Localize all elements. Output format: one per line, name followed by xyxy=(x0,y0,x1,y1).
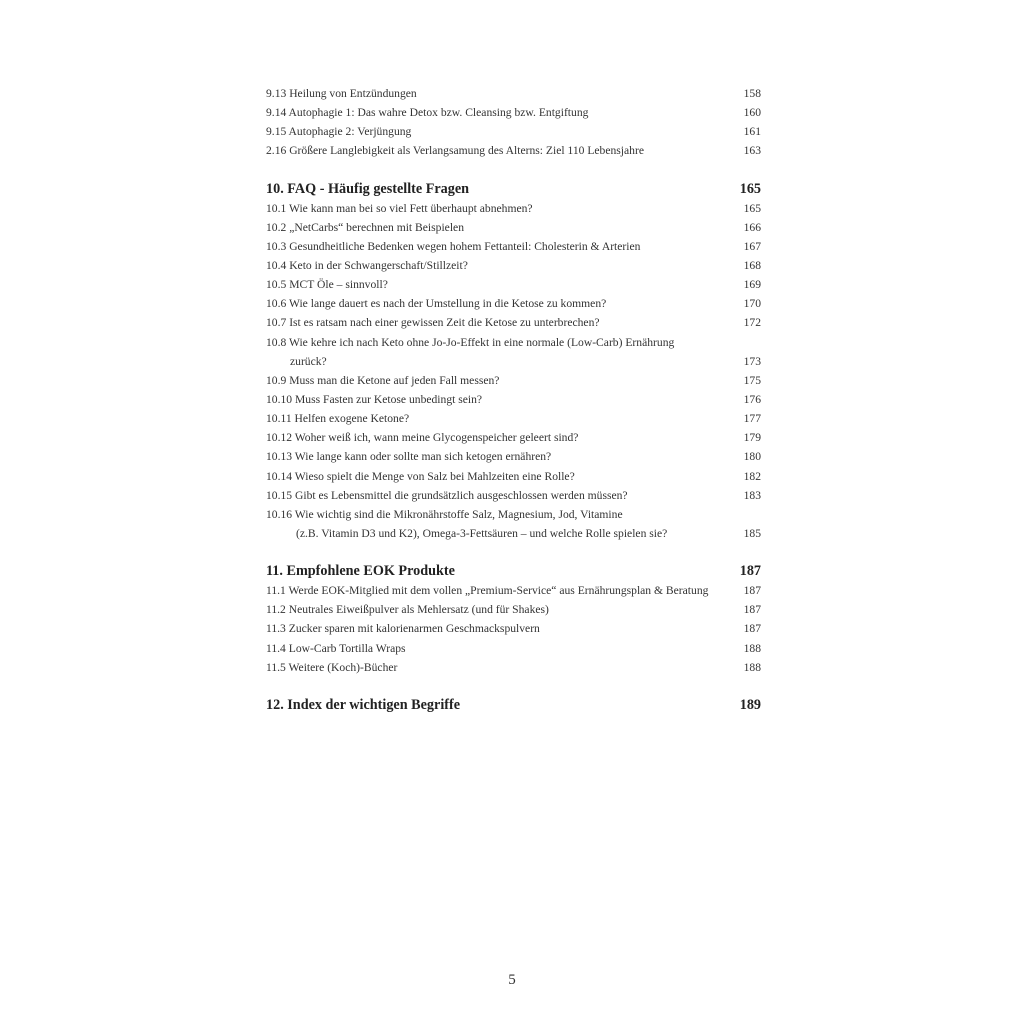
table-of-contents xyxy=(266,84,761,715)
toc-entry-page: 168 xyxy=(743,258,761,272)
toc-entry-title: 10.9 Muss man die Ketone auf jeden Fall messen? xyxy=(266,373,500,387)
toc-entry[interactable] xyxy=(266,84,761,103)
toc-entry-page: 187 xyxy=(743,584,761,598)
toc-entry-multiline[interactable] xyxy=(266,333,761,352)
toc-entry[interactable] xyxy=(266,486,761,505)
toc-entry-title: 10.13 Wie lange kann oder sollte man sich ketogen ernähren? xyxy=(266,450,552,464)
toc-entry-title: 11.3 Zucker sparen mit kalorienarmen Geschmackspulvern xyxy=(266,622,540,636)
toc-entry-page: 188 xyxy=(743,641,761,655)
toc-entry-page: 169 xyxy=(743,278,761,292)
toc-entry-continuation[interactable] xyxy=(266,524,761,543)
toc-entry-title: 10.10 Muss Fasten zur Ketose unbedingt sein? xyxy=(266,392,483,406)
toc-entry-title: 10.2 „NetCarbs“ berechnen mit Beispielen xyxy=(266,220,464,234)
toc-entry-title: 10.4 Keto in der Schwangerschaft/Stillzeit? xyxy=(266,258,468,272)
toc-entry-page: 182 xyxy=(743,469,761,483)
toc-entry-title: 10.6 Wie lange dauert es nach der Umstellung in die Ketose zu kommen? xyxy=(266,297,607,311)
toc-entry[interactable] xyxy=(266,237,761,256)
chapter-heading-page: 189 xyxy=(739,696,761,713)
toc-entry-page: 177 xyxy=(743,412,761,426)
toc-entry-title: 9.14 Autophagie 1: Das wahre Detox bzw. Cleansing bzw. Entgiftung xyxy=(266,106,589,120)
toc-entry-title: 10.7 Ist es ratsam nach einer gewissen Zeit die Ketose zu unterbrechen? xyxy=(266,316,600,330)
toc-entry[interactable] xyxy=(266,371,761,390)
toc-entry-page: 167 xyxy=(743,239,761,253)
toc-entry-title: 10.14 Wieso spielt die Menge von Salz bei Mahlzeiten eine Rolle? xyxy=(266,469,575,483)
chapter-heading-title: 11. Empfohlene EOK Produkte xyxy=(266,563,455,580)
toc-entry[interactable] xyxy=(266,581,761,600)
toc-entry-title: 10.12 Woher weiß ich, wann meine Glycogenspeicher geleert sind? xyxy=(266,431,579,445)
toc-entry[interactable] xyxy=(266,447,761,466)
toc-entry-title: 11.4 Low-Carb Tortilla Wraps xyxy=(266,641,406,655)
toc-entry-page: 185 xyxy=(743,526,761,540)
toc-entry[interactable] xyxy=(266,390,761,409)
toc-entry-title: 10.5 MCT Öle – sinnvoll? xyxy=(266,278,388,292)
toc-entry-title: 10.15 Gibt es Lebensmittel die grundsätzlich ausgeschlossen werden müssen? xyxy=(266,488,628,502)
chapter-10 xyxy=(266,179,761,544)
toc-entry[interactable] xyxy=(266,428,761,447)
chapter-11 xyxy=(266,561,761,677)
toc-entry-title: 10.8 Wie kehre ich nach Keto ohne Jo-Jo-Effekt in eine normale (Low-Carb) Ernährung xyxy=(266,335,675,349)
toc-entry-continuation[interactable] xyxy=(266,352,761,371)
toc-entry[interactable] xyxy=(266,256,761,275)
toc-entry-title: 9.15 Autophagie 2: Verjüngung xyxy=(266,125,412,139)
toc-entry[interactable] xyxy=(266,199,761,218)
toc-entry-title: 10.11 Helfen exogene Ketone? xyxy=(266,412,410,426)
toc-entry[interactable] xyxy=(266,658,761,677)
toc-entry-title: 2.16 Größere Langlebigkeit als Verlangsamung des Alterns: Ziel 110 Lebensjahre xyxy=(266,144,644,158)
toc-entry[interactable] xyxy=(266,467,761,486)
toc-entry[interactable] xyxy=(266,141,761,160)
toc-entry[interactable] xyxy=(266,313,761,332)
chapter-heading[interactable] xyxy=(266,561,761,581)
toc-entry-title: 9.13 Heilung von Entzündungen xyxy=(266,87,417,100)
toc-entry-page: 170 xyxy=(743,297,761,311)
toc-entry-title: 10.1 Wie kann man bei so viel Fett überhaupt abnehmen? xyxy=(266,201,533,215)
toc-entry-page: 180 xyxy=(743,450,761,464)
chapter-heading-title: 10. FAQ - Häufig gestellte Fragen xyxy=(266,180,470,197)
toc-entry-page: 188 xyxy=(743,660,761,674)
toc-entry-page: 187 xyxy=(743,603,761,617)
toc-entry-page: 172 xyxy=(743,316,761,330)
chapter-heading[interactable] xyxy=(266,695,761,715)
toc-entry[interactable] xyxy=(266,275,761,294)
toc-entry-title: 11.2 Neutrales Eiweißpulver als Mehlersatz (und für Shakes) xyxy=(266,603,549,617)
toc-entry-page: 160 xyxy=(743,106,761,120)
toc-entry[interactable] xyxy=(266,639,761,658)
toc-entry-page: 165 xyxy=(743,201,761,215)
toc-entry-page: 179 xyxy=(743,431,761,445)
toc-entry[interactable] xyxy=(266,103,761,122)
toc-entry-page: 166 xyxy=(743,220,761,234)
toc-entry-page: 183 xyxy=(743,488,761,502)
toc-entry[interactable] xyxy=(266,619,761,638)
toc-entry-title: 10.3 Gesundheitliche Bedenken wegen hohem Fettanteil: Cholesterin & Arterien xyxy=(266,239,641,253)
chapter-12 xyxy=(266,695,761,715)
chapter-heading-page: 165 xyxy=(739,180,761,197)
toc-entry-title-continuation: zurück? xyxy=(290,354,327,368)
toc-entry-page: 161 xyxy=(743,125,761,139)
toc-entry-page: 163 xyxy=(743,144,761,158)
chapter-heading-title: 12. Index der wichtigen Begriffe xyxy=(266,696,461,713)
chapter-heading[interactable] xyxy=(266,179,761,199)
toc-entry-title: 10.16 Wie wichtig sind die Mikronährstoffe Salz, Magnesium, Jod, Vitamine xyxy=(266,507,623,521)
toc-entry-title: 11.1 Werde EOK-Mitglied mit dem vollen „Premium-Service“ aus Ernährungsplan & Beratung xyxy=(266,584,709,598)
section-9-tail xyxy=(266,84,761,161)
toc-entry[interactable] xyxy=(266,409,761,428)
toc-entry-page: 173 xyxy=(743,354,761,368)
toc-entry[interactable] xyxy=(266,218,761,237)
toc-entry-title: 11.5 Weitere (Koch)-Bücher xyxy=(266,660,398,674)
toc-entry[interactable] xyxy=(266,294,761,313)
toc-entry-page: 175 xyxy=(743,373,761,387)
toc-entry[interactable] xyxy=(266,600,761,619)
toc-entry[interactable] xyxy=(266,122,761,141)
chapter-heading-page: 187 xyxy=(739,563,761,580)
toc-entry-title-continuation: (z.B. Vitamin D3 und K2), Omega-3-Fettsäuren – und welche Rolle spielen sie? xyxy=(296,526,668,540)
toc-entry-page: 187 xyxy=(743,622,761,636)
toc-entry-page: 176 xyxy=(743,392,761,406)
toc-entry-multiline[interactable] xyxy=(266,505,761,524)
toc-entry-page: 158 xyxy=(743,87,761,100)
page-number: 5 xyxy=(508,972,516,988)
